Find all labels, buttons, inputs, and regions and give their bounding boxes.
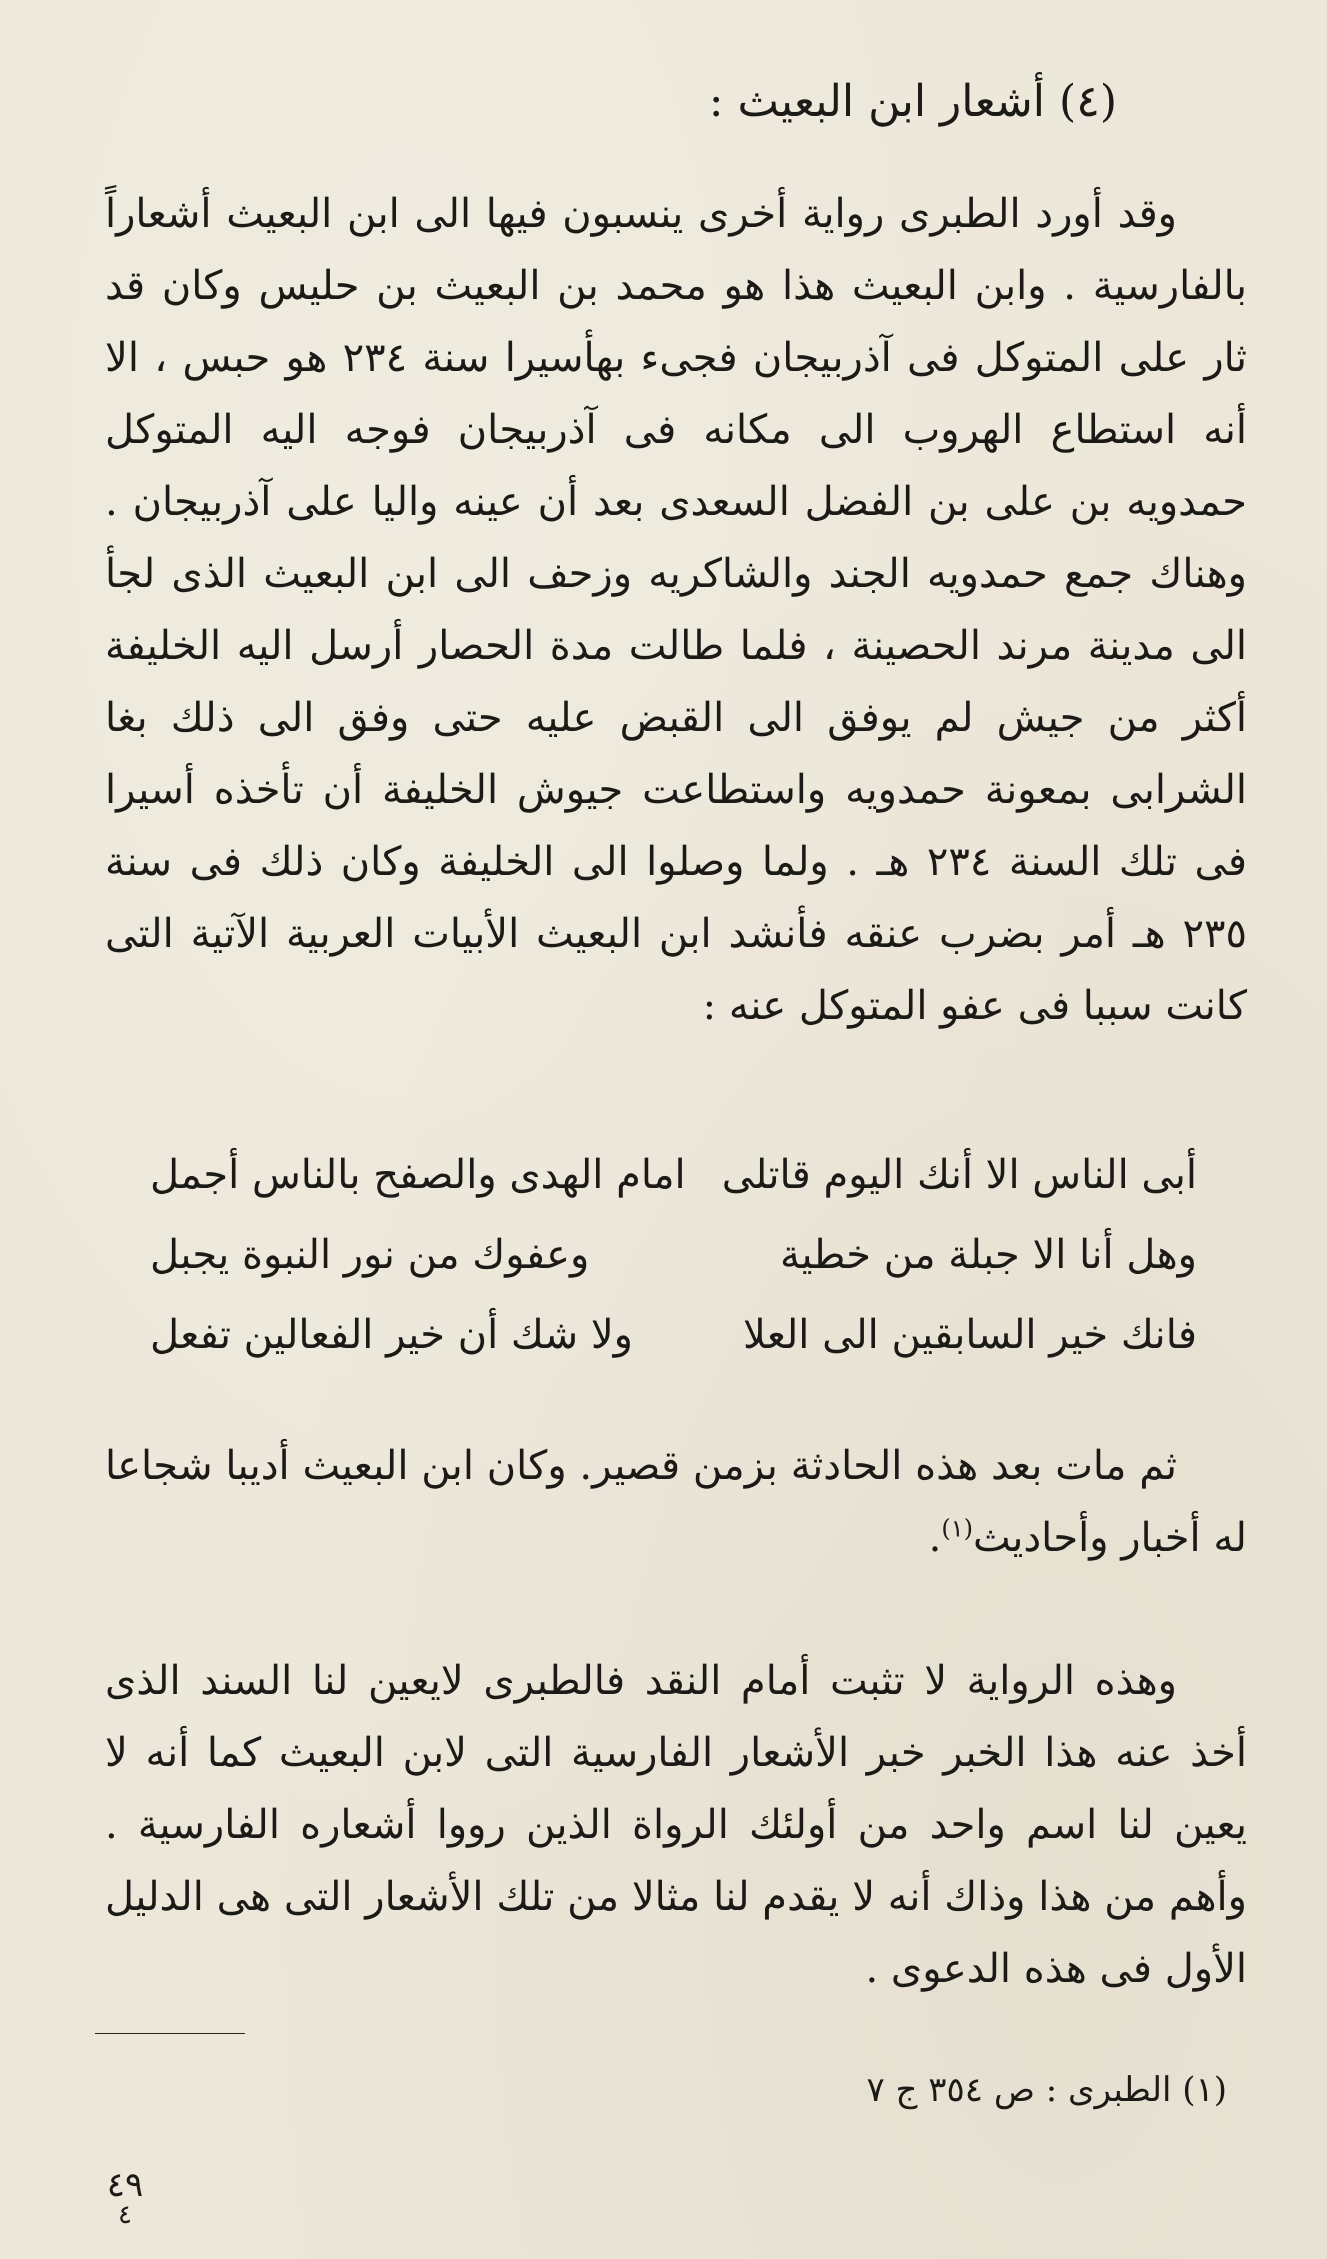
paragraph-intro: وقد أورد الطبرى رواية أخرى ينسبون فيها الى ابن البعيث أشعاراً بالفارسية . وابن البعيث هذا هو محمد بن البعيث بن حليس وكان قد ثار على المتوكل فى آذربيجان فجىء بهأسيرا سنة ٢٣٤ هو حبس ، الا أنه استطاع الهروب الى مكانه فى آذربيجان فوجه اليه المتوكل حمدويه بن على بن الفضل السعدى بعد أن عينه واليا على آذربيجان . وهناك جمع حمدويه الجند والشاكريه وزحف الى ابن البعيث الذى لجأ الى مدينة مرند الحصينة ، فلما طالت مدة الحصار أرسل اليه الخليفة أكثر من جيش لم يوفق الى القبض عليه حتى وفق الى ذلك بغا الشرابى بمعونة حمدويه واستطاعت جيوش الخليفة أن تأخذه أسيرا فى تلك السنة ٢٣٤ هـ . ولما وصلوا الى الخليفة وكان ذلك فى سنة ٢٣٥ هـ أمر بضرب عنقه فأنشد ابن البعيث الأبيات العربية الآتية التى كانت سببا فى عفو المتوكل عنه : (105, 191, 1248, 1029)
verse-second-hemistich: امام الهدى والصفح بالناس أجمل (150, 1152, 686, 1198)
section-heading: (٤) أشعار ابن البعيث : (708, 76, 1117, 127)
footnote: (١) الطبرى : ص ٣٥٤ ج ٧ (866, 2070, 1227, 2110)
poem-block (150, 1135, 1197, 1375)
footnote-reference: (١) (941, 1514, 973, 1543)
page-number-block (95, 2165, 155, 2230)
poem-verse (150, 1295, 1197, 1375)
footnote-divider (95, 2033, 245, 2034)
poem-verse (150, 1135, 1197, 1215)
signature-mark: ٤ (118, 2200, 132, 2230)
paragraph-death (105, 1430, 1247, 1574)
poem-verse (150, 1215, 1197, 1295)
page-number: ٤٩ (106, 2165, 144, 2205)
paragraph-critique: وهذه الرواية لا تثبت أمام النقد فالطبرى لايعين لنا السند الذى أخذ عنه هذا الخبر خبر الأشعار الفارسية التى لابن البعيث كما أنه لا يعين لنا اسم واحد من أولئك الرواة الذين رووا أشعاره الفارسية . وأهم من هذا وذاك أنه لا يقدم لنا مثالا من تلك الأشعار التى هى الدليل الأول فى هذه الدعوى . (105, 1658, 1247, 1992)
verse-first-hemistich: فانك خير السابقين الى العلا (742, 1312, 1197, 1358)
verse-second-hemistich: وعفوك من نور النبوة يجبل (150, 1232, 590, 1278)
paragraph-death-end: . (928, 1515, 942, 1561)
paragraph-death-text: ثم مات بعد هذه الحادثة بزمن قصير. وكان ابن البعيث أديبا شجاعا له أخبار وأحاديث (105, 1443, 1247, 1561)
verse-second-hemistich: ولا شك أن خير الفعالين تفعل (150, 1312, 633, 1358)
verse-first-hemistich: أبى الناس الا أنك اليوم قاتلى (721, 1152, 1197, 1198)
verse-first-hemistich: وهل أنا الا جبلة من خطية (779, 1232, 1197, 1278)
